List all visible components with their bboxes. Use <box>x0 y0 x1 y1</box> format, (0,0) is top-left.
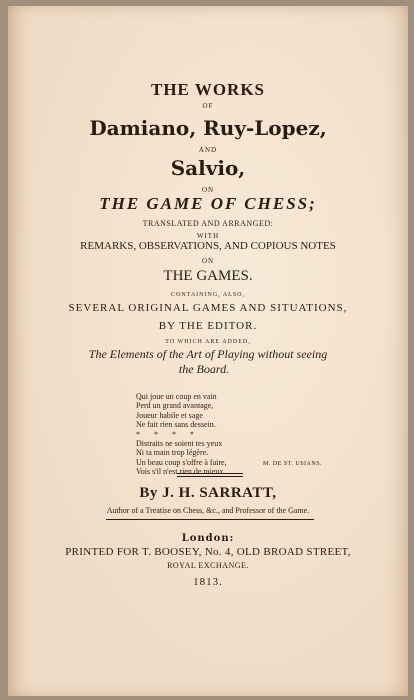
by-author-line: By J. H. SARRATT, <box>139 485 277 501</box>
verse-line: Qui joue un coup en vain <box>136 392 217 401</box>
added-line: TO WHICH ARE ADDED, <box>165 339 251 345</box>
verse-line: Distraits ne soient tes yeux <box>136 439 223 449</box>
verse-attribution: M. DE ST. USIANS. <box>263 461 323 467</box>
word-of: OF <box>202 102 214 110</box>
imprint-printer: PRINTED FOR T. BOOSEY, No. 4, OLD BROAD STREET, <box>65 546 351 558</box>
verse-line: Ne fait rien sans dessein. <box>136 420 216 430</box>
several-line: SEVERAL ORIGINAL GAMES AND SITUATIONS, <box>68 302 348 314</box>
title-line-works: THE WORKS <box>150 80 266 99</box>
imprint-royal-exchange: ROYAL EXCHANGE. <box>167 561 249 570</box>
translated-line: TRANSLATED AND ARRANGED: <box>142 219 274 228</box>
imprint-rule <box>106 519 314 520</box>
double-rule-bottom <box>177 476 243 477</box>
remarks-line: REMARKS, OBSERVATIONS, AND COPIOUS NOTES <box>80 240 336 252</box>
verse-line: Perd un grand avantage, <box>136 401 214 411</box>
verse-line: Ni ta main trop légère. <box>136 448 209 458</box>
epigraph-verse <box>136 392 227 477</box>
games-line: THE GAMES. <box>163 268 253 284</box>
double-rule-top <box>177 473 243 474</box>
author-description: Author of a Treatise on Chess, &c., and Professor of the Game. <box>106 506 310 515</box>
authors-line: Damiano, Ruy-Lopez, <box>89 116 327 140</box>
word-on: ON <box>201 186 215 194</box>
imprint-place: London: <box>181 533 235 544</box>
by-editor-line: BY THE EDITOR. <box>158 320 258 332</box>
imprint-year: 1813. <box>193 576 223 588</box>
author-salvio: Salvio, <box>170 156 246 180</box>
elements-line-2: the Board. <box>178 362 230 376</box>
verse-line: Un beau coup s'offre à faire, <box>136 457 227 467</box>
verse-line: Vois s'il n'est rien de mieux. <box>136 467 226 477</box>
verse-separator: * * * * <box>136 429 200 439</box>
containing-line: CONTAINING, ALSO, <box>170 292 246 298</box>
word-with: WITH <box>196 232 220 240</box>
word-and: AND <box>198 146 218 154</box>
subject-line: THE GAME OF CHESS; <box>99 194 317 213</box>
title-page <box>8 6 408 696</box>
verse-line: Joueur habile et sage <box>136 410 203 420</box>
word-on-2: ON <box>201 257 215 265</box>
elements-line-1: The Elements of the Art of Playing without seeing <box>88 347 328 361</box>
